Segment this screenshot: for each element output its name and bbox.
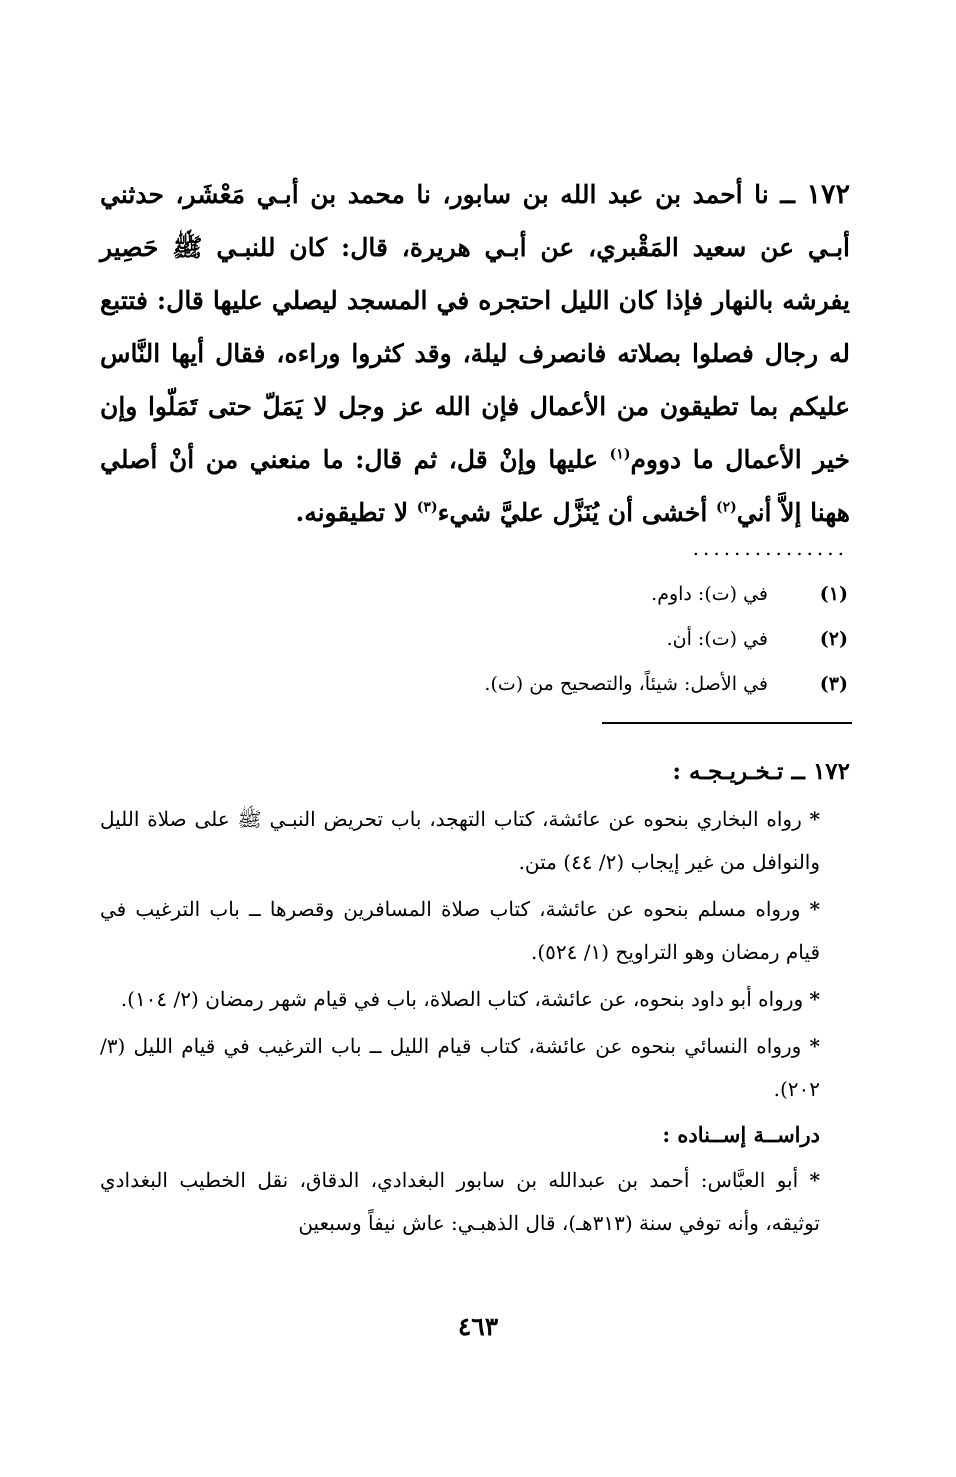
takhrij-section	[100, 752, 850, 1249]
paragraph-text: ورواه مسلم بنحوه عن عائشة، كتاب صلاة المسافرين وقصرها ــ باب الترغيب في قيام رمضان وهو التراويح (١/ ٥٢٤).	[100, 897, 820, 964]
footnote-item	[300, 572, 848, 617]
footnotes	[300, 572, 848, 707]
footnote-item	[300, 617, 848, 662]
footnote-text: في الأصل: شيئاً، والتصحيح من (ت).	[484, 673, 768, 695]
page-number: ٤٦٣	[457, 1312, 499, 1341]
bullet-star: *	[809, 1034, 820, 1058]
footnote-ref-3[interactable]: (٣)	[416, 499, 438, 516]
footnote-separator: ...............	[692, 536, 848, 560]
section-divider	[602, 722, 852, 724]
bullet-star: *	[809, 897, 820, 921]
footnote-number: (٢)	[819, 628, 848, 650]
takhrij-dash: ــ	[783, 758, 813, 785]
takhrij-heading	[100, 752, 850, 792]
paragraph-text: أبو العبَّاس: أحمد بن عبدالله بن سابور البغدادي، الدقاق، نقل الخطيب البغدادي توثيقه، وأنه توفي سنة (٣١٣هـ)، قال الذهبـي: عاش نيفاً وسبعين	[100, 1168, 820, 1235]
hadith-text	[100, 168, 850, 539]
hadith-text-part3: أخشى أن يُنَزَّل عليَّ شيء	[437, 498, 716, 527]
bullet-star: *	[809, 807, 820, 831]
hadith-text-part1: ــ نا أحمد بن عبد الله بن سابور، نا محمد بن أبـي مَعْشَر، حدثني أبـي عن سعيد المَقْبري، عن أبـي هريرة، قال: كان للنبـي ﷺ حَصِير يفرشه بالنهار فإذا كان الليل احتجره في المسجد ليصلي عليها قال: فتتبع له رجال فصلوا بصلاته فانصرف ليلة، وقد كثروا وراءه، فقال أيها النَّاس عليكم بما تطيقون من الأعمال فإن الله عز وجل لا يَمَلّ حتى تَمَلّوا وإن خير الأعمال ما دووم	[100, 180, 850, 474]
footnote-ref-1[interactable]: (١)	[609, 446, 631, 463]
takhrij-number: ١٧٢	[812, 758, 850, 785]
takhrij-paragraph	[100, 978, 850, 1021]
takhrij-paragraph	[100, 888, 850, 974]
takhrij-title: تـخـريـجـه	[688, 758, 784, 785]
hadith-text-part2: عليها وإنْ قل، ثم قال: ما منعني من أنْ أصلي ههنا إلاَّ أني	[100, 445, 850, 527]
paragraph-text: ورواه أبو داود بنحوه، عن عائشة، كتاب الصلاة، باب في قيام شهر رمضان (٢/ ١٠٤).	[120, 987, 810, 1011]
takhrij-paragraph	[100, 798, 850, 884]
footnote-ref-2[interactable]: (٢)	[715, 499, 737, 516]
paragraph-text: ورواه النسائي بنحوه عن عائشة، كتاب قيام الليل ــ باب الترغيب في قيام الليل (٣/ ٢٠٢).	[100, 1034, 820, 1101]
footnote-text: في (ت): داوم.	[651, 583, 768, 605]
footnote-number: (٣)	[819, 673, 848, 695]
footnote-item	[300, 662, 848, 707]
hadith-number: ١٧٢	[806, 179, 850, 210]
paragraph-text: رواه البخاري بنحوه عن عائشة، كتاب التهجد، باب تحريض النبـي ﷺ على صلاة الليل والنوافل من غير إيجاب (٢/ ٤٤) متن.	[100, 807, 820, 874]
takhrij-paragraph	[100, 1025, 850, 1111]
hadith-text-part4: لا تطيقونه.	[295, 498, 417, 527]
dirasa-heading: دراســة إســناده :	[662, 1122, 820, 1147]
dirasa-paragraph	[100, 1159, 850, 1245]
footnote-text: في (ت): أن.	[666, 628, 768, 650]
bullet-star: *	[809, 987, 820, 1011]
footnote-number: (١)	[819, 583, 848, 605]
takhrij-colon: :	[672, 758, 689, 785]
bullet-star: *	[809, 1168, 820, 1192]
